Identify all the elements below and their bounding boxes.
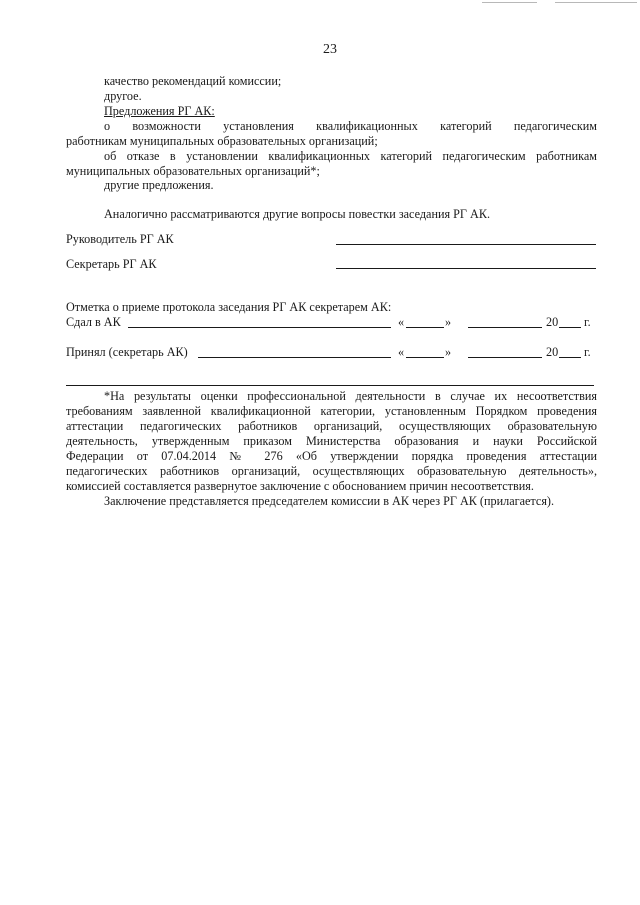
footnote-line-6: педагогических работников организаций, осуществляющих образовательную деятельность»,	[66, 464, 597, 478]
footnote-line-7: комиссией составляется развернутое заключение с обоснованием причин несоответствия.	[66, 479, 534, 493]
footnote-line-4: деятельность, утвержденным приказом Министерства образования и науки Российской	[66, 434, 597, 448]
scan-edge-line-2	[555, 2, 637, 3]
proposal-3: другие предложения.	[104, 178, 214, 192]
proposals-heading: Предложения РГ АК:	[104, 104, 215, 118]
proposal-2-line-2: муниципальных образовательных организаций*;	[66, 164, 320, 178]
handed-name-line	[128, 327, 391, 328]
proposal-2-line-1: об отказе в установлении квалификационных категорий педагогическим работникам	[104, 149, 597, 163]
accepted-name-line	[198, 357, 391, 358]
handed-label: Сдал в АК	[66, 315, 121, 329]
accepted-month-line	[468, 357, 542, 358]
proposal-1-line-2: работникам муниципальных образовательных организаций;	[66, 134, 378, 148]
signature-head-line	[336, 244, 596, 245]
handed-month-line	[468, 327, 542, 328]
page-number: 23	[323, 42, 337, 57]
signature-head-label: Руководитель РГ АК	[66, 232, 174, 246]
accepted-label: Принял (секретарь АК)	[66, 345, 188, 359]
receipt-title: Отметка о приеме протокола заседания РГ АК секретарем АК:	[66, 300, 392, 314]
footnote-line-1: *На результаты оценки профессиональной деятельности в случае их несоответствия	[104, 389, 597, 403]
similar-questions-text: Аналогично рассматриваются другие вопросы повестки заседания РГ АК.	[104, 207, 491, 221]
handed-day-line	[406, 327, 444, 328]
conclusion-text: Заключение представляется председателем комиссии в АК через РГ АК (прилагается).	[104, 494, 555, 508]
accepted-year-suffix: г.	[584, 345, 591, 359]
footnote-line-2: требованиям заявленной квалификационной категории, установленным Порядком проведения	[66, 404, 597, 418]
list-item-quality: качество рекомендаций комиссии;	[104, 74, 282, 88]
footnote-line-5: Федерации от 07.04.2014 № 276 «Об утверждении порядка проведения аттестации	[66, 449, 597, 463]
handed-year-suffix: г.	[584, 315, 591, 329]
proposal-1-line-1: о возможности установления квалификационных категорий педагогическим	[104, 119, 597, 133]
signature-secretary-label: Секретарь РГ АК	[66, 257, 157, 271]
accepted-quote-open: «	[398, 345, 405, 359]
footnote-separator	[66, 385, 594, 386]
handed-year-line	[559, 327, 581, 328]
accepted-day-line	[406, 357, 444, 358]
handed-year-prefix: 20	[546, 315, 559, 329]
handed-quote-open: «	[398, 315, 405, 329]
scan-edge-line-1	[482, 2, 537, 3]
footnote-line-3: аттестации педагогических работников организаций, осуществляющих образовательную	[66, 419, 597, 433]
list-item-other: другое.	[104, 89, 142, 103]
accepted-year-prefix: 20	[546, 345, 559, 359]
accepted-quote-close: »	[445, 345, 452, 359]
accepted-year-line	[559, 357, 581, 358]
handed-quote-close: »	[445, 315, 452, 329]
signature-secretary-line	[336, 268, 596, 269]
